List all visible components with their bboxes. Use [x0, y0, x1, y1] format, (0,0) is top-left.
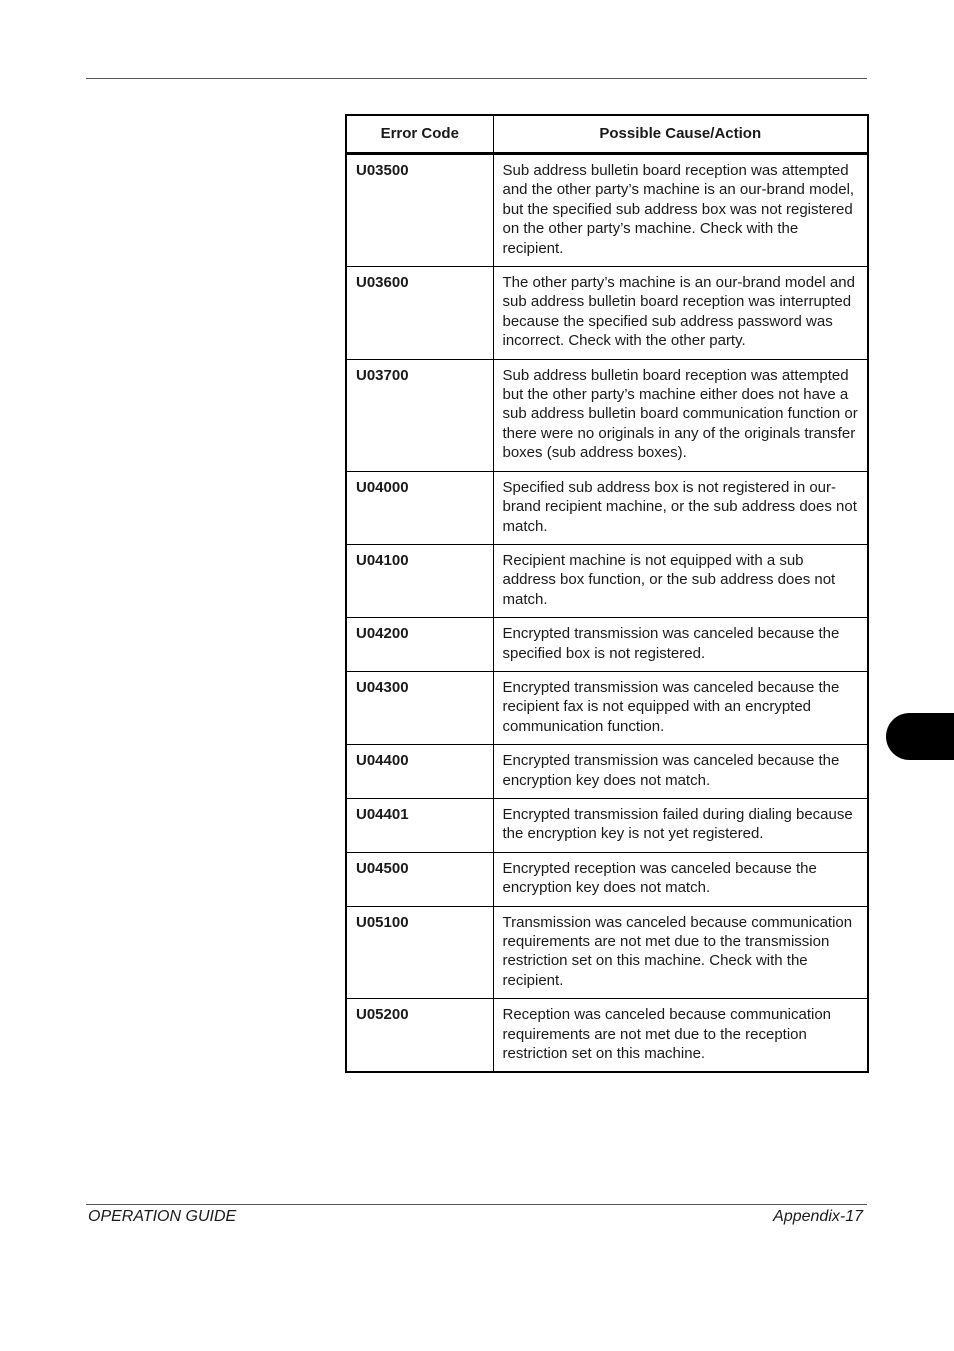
- cause-action: Encrypted transmission was canceled because the recipient fax is not equipped with an encrypted communication function.: [493, 671, 868, 744]
- error-code: U03700: [346, 359, 493, 471]
- cause-action: The other party’s machine is an our-brand model and sub address bulletin board reception was interrupted because the specified sub address password was incorrect. Check with the other party.: [493, 267, 868, 360]
- table-header-row: [346, 115, 868, 154]
- table-row: [346, 798, 868, 852]
- table-row: [346, 906, 868, 999]
- table-row: [346, 745, 868, 799]
- error-code: U04401: [346, 798, 493, 852]
- error-code-table: [345, 114, 869, 1073]
- error-code: U03500: [346, 154, 493, 267]
- error-code: U04000: [346, 471, 493, 544]
- table-row: [346, 471, 868, 544]
- error-code: U04200: [346, 618, 493, 672]
- error-code: U04400: [346, 745, 493, 799]
- cause-action: Recipient machine is not equipped with a sub address box function, or the sub address does not match.: [493, 544, 868, 617]
- error-code: U03600: [346, 267, 493, 360]
- table-row: [346, 852, 868, 906]
- footer-guide-title: OPERATION GUIDE: [88, 1208, 237, 1225]
- table-row: [346, 618, 868, 672]
- cause-action: Reception was canceled because communication requirements are not met due to the reception restriction set on this machine.: [493, 999, 868, 1073]
- table-row: [346, 999, 868, 1073]
- table-row: [346, 671, 868, 744]
- error-code: U05200: [346, 999, 493, 1073]
- cause-action: Specified sub address box is not registered in our-brand recipient machine, or the sub address does not match.: [493, 471, 868, 544]
- column-header-possible-cause: Possible Cause/Action: [493, 115, 868, 154]
- cause-action: Encrypted transmission was canceled because the specified box is not registered.: [493, 618, 868, 672]
- table-row: [346, 267, 868, 360]
- error-code: U04500: [346, 852, 493, 906]
- header-rule: [86, 78, 867, 79]
- chapter-tab: [886, 713, 954, 760]
- cause-action: Encrypted transmission was canceled because the encryption key does not match.: [493, 745, 868, 799]
- error-code: U04300: [346, 671, 493, 744]
- table-row: [346, 544, 868, 617]
- cause-action: Sub address bulletin board reception was attempted but the other party’s machine either does not have a sub address bulletin board communication function or there were no originals in any of the originals transfer boxes (sub address boxes).: [493, 359, 868, 471]
- error-code: U05100: [346, 906, 493, 999]
- footer-rule: [86, 1204, 867, 1205]
- table-row: [346, 359, 868, 471]
- footer-page-number: Appendix-17: [773, 1208, 863, 1225]
- column-header-error-code: Error Code: [346, 115, 493, 154]
- cause-action: Sub address bulletin board reception was attempted and the other party’s machine is an our-brand model, but the specified sub address box was not registered on the other party’s machine. Check with the recipient.: [493, 154, 868, 267]
- cause-action: Encrypted transmission failed during dialing because the encryption key is not yet registered.: [493, 798, 868, 852]
- error-code: U04100: [346, 544, 493, 617]
- cause-action: Transmission was canceled because communication requirements are not met due to the transmission restriction set on this machine. Check with the recipient.: [493, 906, 868, 999]
- cause-action: Encrypted reception was canceled because the encryption key does not match.: [493, 852, 868, 906]
- table-row: [346, 154, 868, 267]
